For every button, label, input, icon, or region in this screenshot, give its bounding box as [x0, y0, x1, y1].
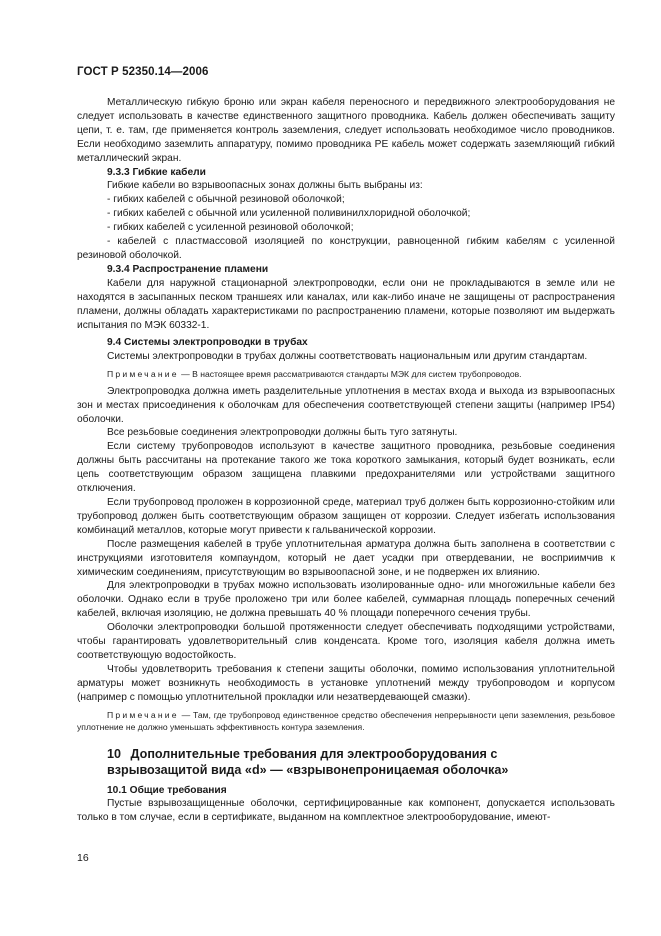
heading-10-1: 10.1 Общие требования	[107, 784, 227, 796]
paragraph-flexible-intro: Гибкие кабели во взрывоопасных зонах должны быть выбраны из:	[107, 180, 423, 192]
document-body	[77, 96, 615, 825]
section-title-line-2: взрывозащитой вида «d» — «взрывонепроницаемая оболочка»	[107, 762, 509, 777]
list-item: - гибких кабелей с обычной резиновой оболочкой;	[107, 194, 345, 206]
section-number: 10	[107, 746, 122, 761]
paragraph-armor: Металлическую гибкую броню или экран кабеля переносного и передвижного электрооборудования не следует использовать в качестве единственного защитного проводника. Кабель должен обеспечивать защиту цепи, т. е. там, где применяется контроль заземления, следует использовать необходимое число проводников. Если необходимо заземлить аппаратуру, помимо проводника PE кабель может содержать заземляющий гибкий металлический экран.	[77, 97, 615, 164]
paragraph-compound: После размещения кабелей в трубе уплотнительная арматура должна быть заполнена в соответствии с инструкциями изготовителя компаундом, который не дает усадки при отвердевании, не восприимчив к химическим соединениям, присутствующим во взрывоопасной зоне, и не подвержен их влиянию.	[77, 538, 615, 578]
paragraph-cables: Для электропроводки в трубах можно использовать изолированные одно- или многожильные кабели без оболочки. Однако если в трубе проложено три или более кабелей, суммарная площадь поперечных сечений кабелей, включая изоляцию, не должна превышать 40 % площади поперечного сечения трубы.	[77, 580, 615, 620]
note-1	[77, 368, 615, 381]
paragraph-protective-conductor: Если систему трубопроводов используют в качестве защитного проводника, резьбовые соединения должны быть рассчитаны на протекание такого же тока короткого замыкания, который будет возникать, если цепь соответствующим образом защищена плавкими предохранителями или устройствами защитного отключения.	[77, 441, 615, 495]
paragraph-seals: Электропроводка должна иметь разделительные уплотнения в местах входа и выхода из взрывоопасных зон и местах присоединения к оболочкам для обеспечения соответствующей степени защиты (например IP54) оболочки.	[77, 385, 615, 425]
section-title-line-1: Дополнительные требования для электрооборудования с	[130, 746, 498, 761]
paragraph-drainage: Оболочки электропроводки большой протяженности следует обеспечивать подходящими устройствами, чтобы гарантировать удовлетворительный слив конденсата. Кроме того, изоляция кабеля должна иметь соответствующую водостойкость.	[77, 622, 615, 661]
list-item: - гибких кабелей с усиленной резиновой оболочкой;	[107, 222, 354, 234]
list-item: - кабелей с пластмассовой изоляцией по конструкции, равноценной гибким кабелям с усиленной резиновой оболочкой.	[77, 236, 615, 261]
heading-9-3-3: 9.3.3 Гибкие кабели	[107, 166, 206, 178]
paragraph-empty-enclosures: Пустые взрывозащищенные оболочки, сертифицированные как компонент, допускается использовать только в том случае, если в сертификате, выданном на комплектное электрооборудование, имеют-	[77, 798, 615, 824]
note-label: Примечание	[107, 369, 179, 380]
note-text: — В настоящее время рассматриваются стандарты МЭК для систем трубопроводов.	[178, 369, 522, 380]
list-item: - гибких кабелей с обычной или усиленной поливинилхлоридной оболочкой;	[107, 208, 471, 220]
heading-section-10	[77, 746, 615, 778]
document-code-header: ГОСТ Р 52350.14—2006	[77, 66, 209, 78]
note-text: — Там, где трубопровод единственное средство обеспечения непрерывности цепи заземления, резьбовое уплотнение не должно уменьшать эффективность контура заземления.	[77, 709, 615, 733]
paragraph-conduit-standards: Системы электропроводки в трубах должны соответствовать национальным или другим стандартам.	[107, 351, 588, 363]
heading-9-3-4: 9.3.4 Распространение пламени	[107, 263, 269, 275]
page-number: 16	[77, 852, 89, 864]
note-label: Примечание	[107, 709, 179, 720]
paragraph-threads: Все резьбовые соединения электропроводки должны быть туго затянуты.	[107, 427, 458, 439]
paragraph-ingress-protection: Чтобы удовлетворить требования к степени защиты оболочки, помимо использования уплотнительной арматуры может возникнуть необходимость в установке уплотнений между трубопроводом и корпусом (например с помощью уплотнительной прокладки или незатвердевающей смазки).	[77, 663, 615, 703]
paragraph-flame: Кабели для наружной стационарной электропроводки, если они не прокладываются в земле или не находятся в засыпанных песком траншеях или каналах, или как-либо иначе не защищены от распространения пламени, должны обладать характеристиками по распространению пламени, которые позволяют им выдержать испытания по МЭК 60332-1.	[77, 277, 615, 331]
heading-9-4: 9.4 Системы электропроводки в трубах	[107, 337, 308, 349]
paragraph-corrosion: Если трубопровод проложен в коррозионной среде, материал труб должен быть коррозионно-стойким или трубопровод должен быть соответствующим образом защищен от коррозии. Следует избегать использования комбинаций металлов, которые могут привести к гальванической коррозии.	[77, 496, 615, 536]
note-2	[77, 709, 615, 734]
